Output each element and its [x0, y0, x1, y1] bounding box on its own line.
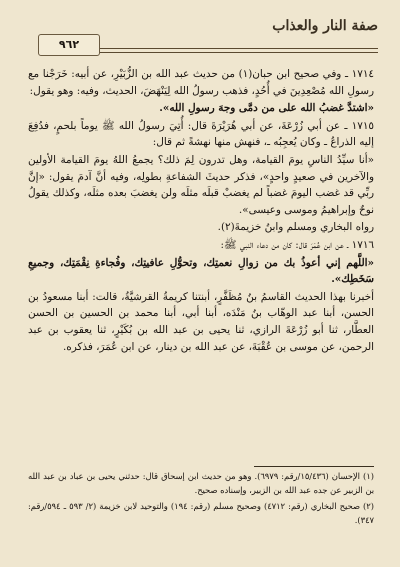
paragraph: ١٧١٤ ـ وفي صحيح ابن حبان(١) من حديث عبد الله بن الزُّبَيْرِ، عن أبيه: خَرَجْنا مع رسولِ الله مُصْعِدِينَ في أُحُدٍ، فذهب رسولُ الله لِيَنْهَضَ، الحديث، وفيه: وهو يقول: — [28, 68, 374, 97]
paragraph: «اللَّهم إني أعوذُ بك من زوالِ نعمتِك، وتحوُّلِ عافيتِك، وفُجاءةِ نِقْمَتِك، وجميعِ سَخَطِك». — [28, 256, 374, 286]
footnotes — [28, 470, 374, 558]
page-header — [28, 18, 378, 58]
paragraph: «أنا سيِّدُ الناسِ يومَ القيامة، وهل تدرون لِمَ ذلك؟ يجمعُ اللهُ يومَ القيامة الأولين والآخرين في صعيدٍ واحدٍ»، فذكر حديثَ الشفاعةِ بطولِه، وفيه أنَّ آدمَ يقول: «إنَّ ربِّي قد غضب اليومَ غضباً لم يغضبْ قبلَه مثلَه ولن يغضبَ بعده مثلَه، وكذلك يقولُ نوحٌ وإبراهيمُ وموسى وعيسى». — [28, 153, 374, 216]
footnote-rule — [254, 466, 374, 467]
header-rule — [100, 48, 378, 49]
footnote: (١) الإحسان (١٥/٤٣٦/رقم: ٦٩٧٩). وهو من حديث ابن إسحاق قال: حدثني يحيى بن عباد بن عبد الله بن الزبير عن جده عبد الله بن الزبير، وإسناده صحيح. — [28, 471, 375, 495]
paragraph: رواه البخاري ومسلم وابنُ خزيمةَ(٢). — [217, 221, 374, 234]
book-title: صفة النار والعذاب — [272, 18, 378, 34]
header-rule-thin — [100, 52, 378, 53]
paragraph: أخبرنا بهذا الحديث القاسمُ بنُ مُظَفَّرٍ، أبنتنا كريمةُ القرشيَّةُ، قالت: أبنا مسعودُ بن الحسن، أبنا عبد الوهّاب بنُ مَنْدَه، أبنا أبي، أبنا محمد بن الحسين بن الحسن العطَّار، ثنا أبو زُرْعَةَ الرازي، ثنا يحيى بن عبد الله بن بُكَيْرٍ، ثنا يعقوب بن عبد الرحمن، عن موسى بن عُقْبَةَ، عن عبد الله بن دينار، عن ابن عُمَرَ، فذكره. — [28, 290, 374, 353]
paragraph: ١٧١٥ ـ عن أبي زُرْعَةَ، عن أبي هُرَيْرَةَ قال: أُتِيَ رسولُ الله ﷺ يوماً بلحمٍ، فدُفِعَ إليه الذراعُ ـ وكان يُعجِبُه ـ، فنهش منها نهشةً ثم قال: — [28, 119, 374, 149]
paragraph: «اشتدَّ غضبُ الله على من دمَّى وجهَ رسولِ الله». — [159, 102, 374, 115]
body-text — [28, 66, 374, 466]
page-number: ٩٦٢ — [38, 34, 100, 56]
footnote: (٢) صحيح البخاري (رقم: ٤٧١٢) وصحيح مسلم (رقم: ١٩٤) والتوحيد لابن خزيمة (٢/ ٥٩٣ ـ ٥٩٤/رقم: ٣٤٧). — [28, 501, 374, 525]
paragraph: ١٧١٦ ـ عن ابن عُمَرَ قال: كان من دعاء النبي ﷺ: — [220, 238, 374, 251]
